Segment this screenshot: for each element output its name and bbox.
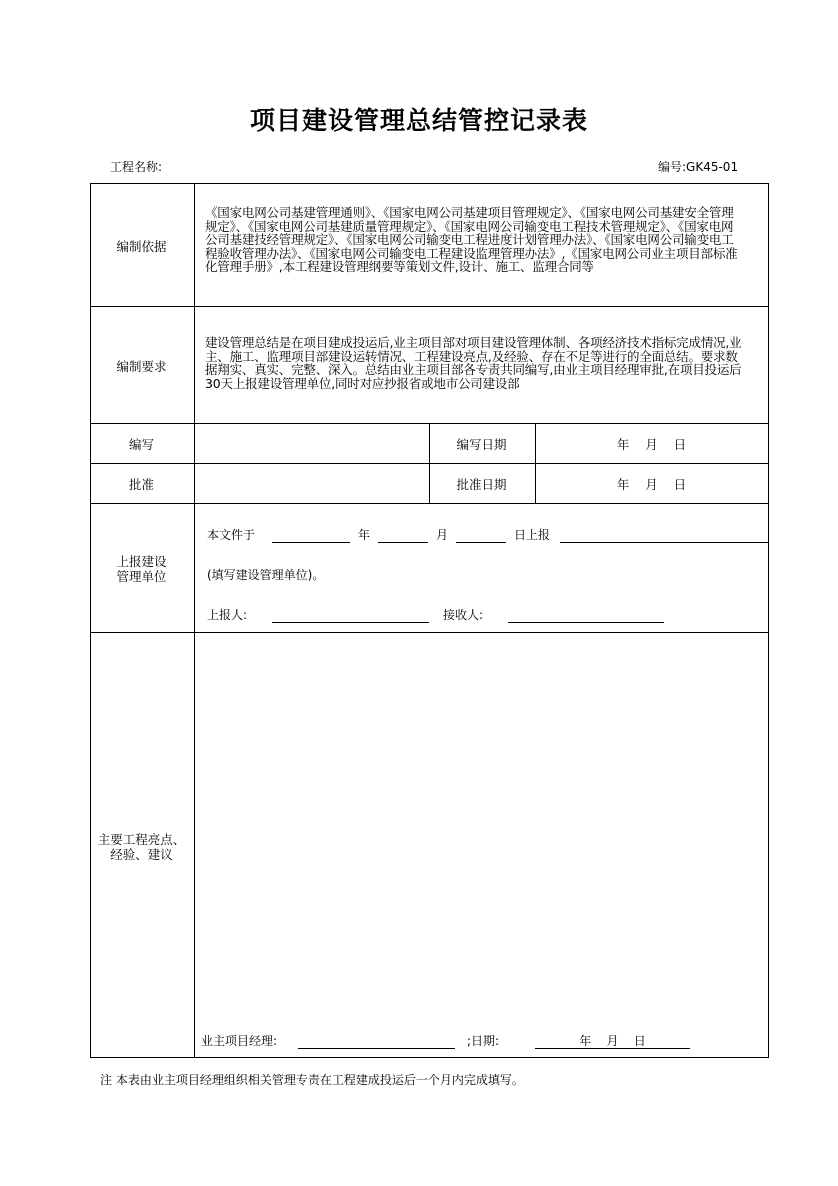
approver-field[interactable] <box>195 464 428 502</box>
page-title: 项目建设管理总结管控记录表 <box>249 106 588 135</box>
report-month-field[interactable] <box>378 542 428 543</box>
report-prefix: 本文件于 <box>207 528 256 542</box>
receiver-label: 接收人: <box>443 608 484 622</box>
requirements-label: 编制要求 <box>116 359 167 374</box>
report-year-label: 年 <box>358 528 371 542</box>
basis-text: 《国家电网公司基建管理通则》、《国家电网公司基建项目管理规定》、《国家电网公司基建安全管理规定》、《国家电网公司基建质量管理规定》、《国家电网公司输变电工程技术管理规定》、《国家电网公司基建技经管理规定》、《国家电网公司输变电工程进度计划管理办法》、《国家电网公司输变电工程验收管理办法》、《国家电网公司输变电工程建设监理管理办法》,《国家电网公司业主项目部标准化管理手册》,本工程建设管理纲要等策划文件,设计、施工、监理合同等 <box>205 205 738 274</box>
writer-field[interactable] <box>195 424 428 462</box>
basis-label: 编制依据 <box>116 239 167 254</box>
manager-field[interactable] <box>298 1048 455 1049</box>
highlights-label-line1: 主要工程亮点、 <box>97 832 186 847</box>
requirements-text: 建设管理总结是在项目建成投运后,业主项目部对项目建设管理体制、各项经济技术指标完成情况,业主、施工、监理项目部建设运转情况、工程建设亮点,及经验、存在不足等进行的全面总结。要求数据翔实、真实、完整、深入。总结由业主项目部各专责共同编写,由业主项目经理审批,在项目投运后30天上报建设管理单位,同时对应抄报省或地市公司建设部 <box>205 335 742 391</box>
receiver-field[interactable] <box>508 622 664 623</box>
report-unit-hint: (填写建设管理单位)。 <box>207 568 325 582</box>
writer-date-field[interactable]: 年 月 日 <box>616 437 687 452</box>
row-divider <box>91 306 768 307</box>
approver-date-field[interactable]: 年 月 日 <box>616 477 687 492</box>
manager-label: 业主项目经理: <box>201 1034 278 1048</box>
approver-date-label: 批准日期 <box>456 477 507 492</box>
reporter-label: 上报人: <box>207 608 248 622</box>
column-divider <box>194 184 195 1057</box>
report-label-line2: 管理单位 <box>116 569 167 584</box>
writer-date-label: 编写日期 <box>456 437 507 452</box>
reporter-field[interactable] <box>272 622 429 623</box>
form-code: 编号:GK45-01 <box>658 160 739 174</box>
highlights-label <box>90 832 193 862</box>
highlights-label-line2: 经验、建议 <box>110 847 173 862</box>
highlights-date-field[interactable] <box>535 1048 690 1049</box>
report-label <box>90 554 193 584</box>
approver-label: 批准 <box>128 477 154 492</box>
row-divider <box>91 503 768 504</box>
row-divider <box>91 632 768 633</box>
report-day-label: 日上报 <box>514 528 551 542</box>
highlights-date-label: ;日期: <box>467 1034 500 1048</box>
footnote: 注 本表由业主项目经理组织相关管理专责在工程建成投运后一个月内完成填写。 <box>100 1073 524 1087</box>
highlights-date-value: 年 月 日 <box>579 1034 646 1048</box>
report-year-field[interactable] <box>272 542 350 543</box>
project-name-label: 工程名称: <box>110 160 163 174</box>
report-day-field[interactable] <box>456 542 506 543</box>
report-unit-field[interactable] <box>560 542 768 543</box>
highlights-text-area[interactable] <box>196 634 766 1024</box>
writer-label: 编写 <box>128 437 154 452</box>
report-label-line1: 上报建设 <box>116 554 167 569</box>
report-month-label: 月 <box>436 528 449 542</box>
